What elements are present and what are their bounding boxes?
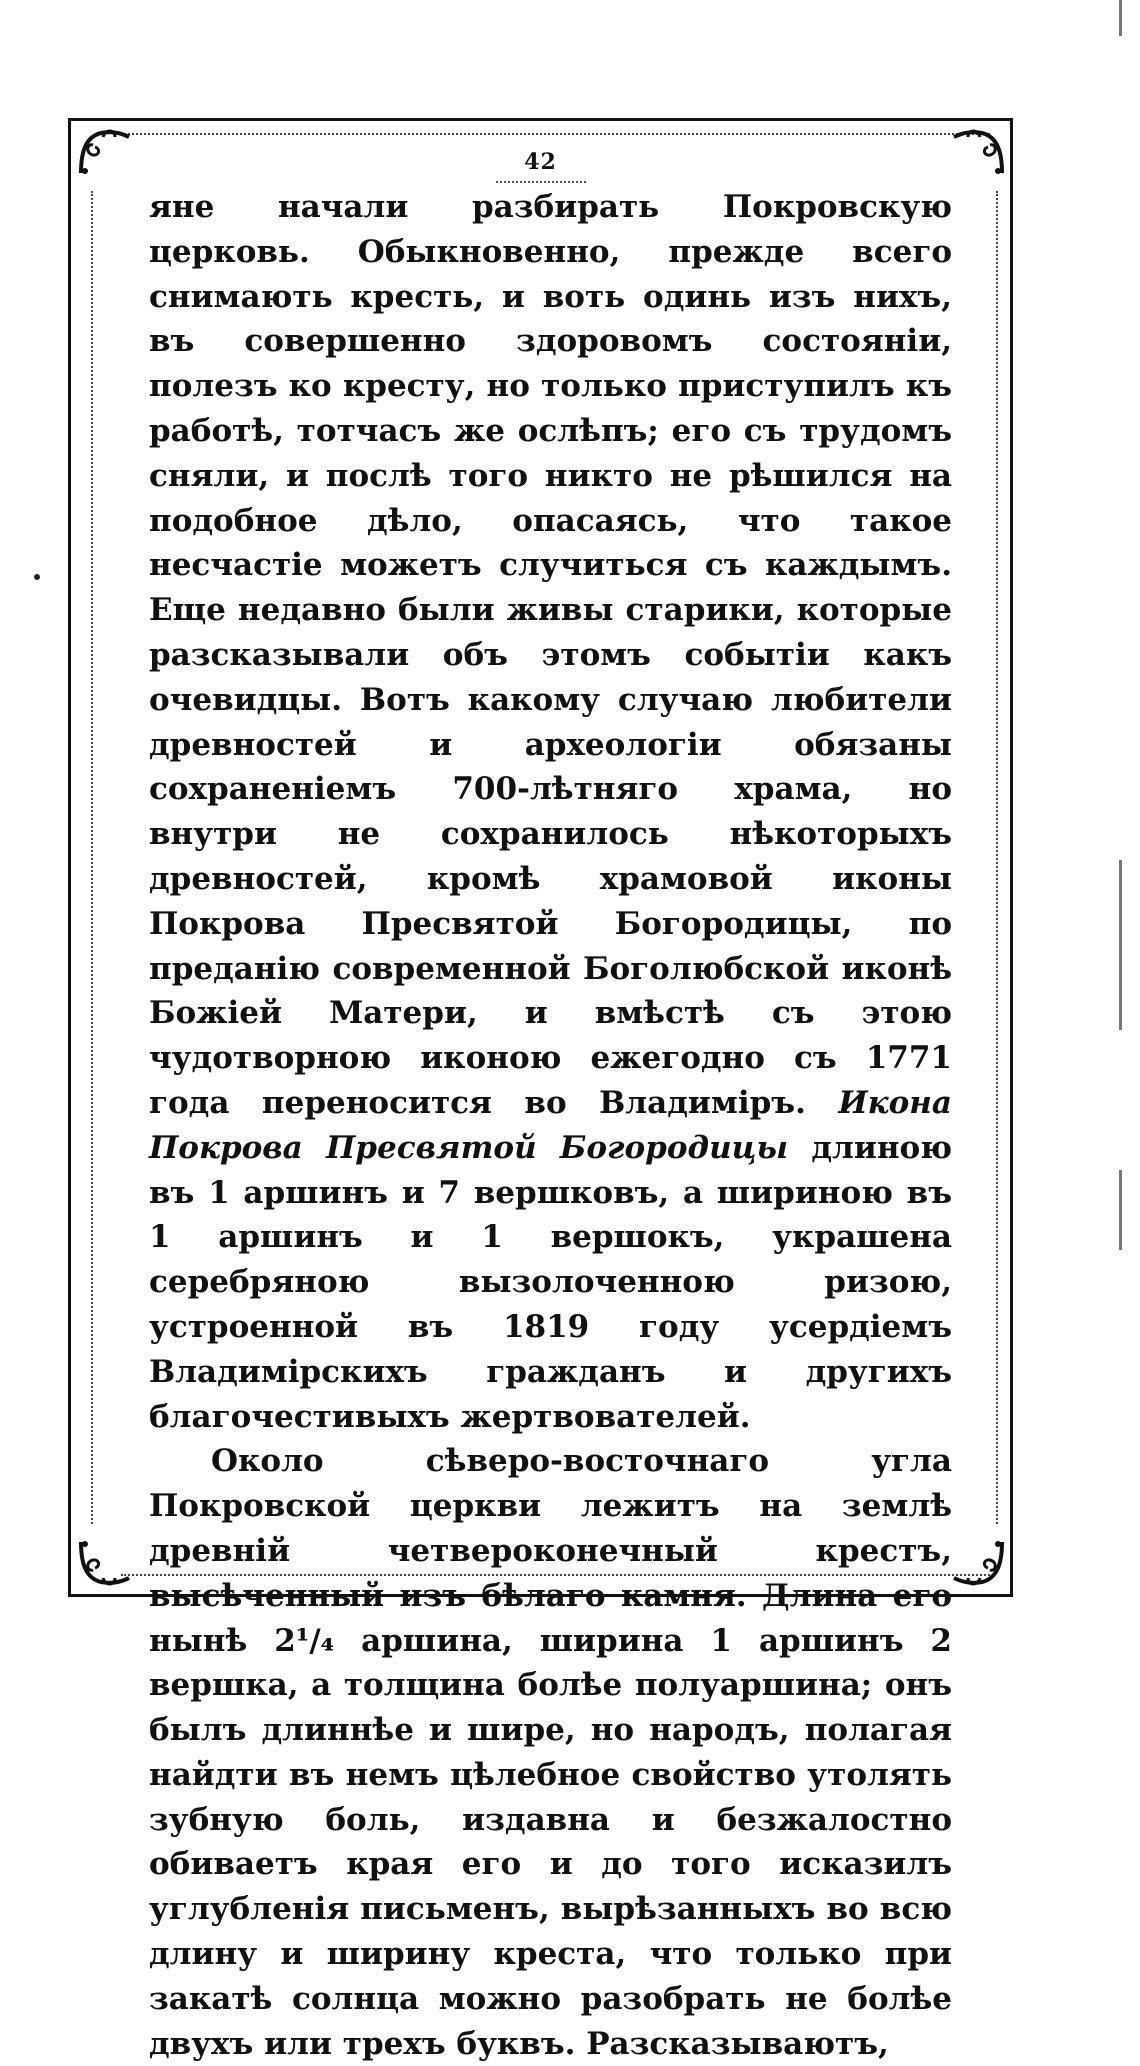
paragraph-1 <box>149 185 952 1439</box>
ornamental-scroll-icon <box>950 1534 1008 1592</box>
scan-edge-mark <box>1119 1170 1126 1250</box>
paragraph-1-continuation: длиною въ 1 аршинъ и 7 вершковъ, а шириною въ 1 аршинъ и 1 вершокъ, украшена серебряною вызолоченною ризою, устроенной въ 1819 году усердіемъ Владимірскихъ гражданъ и другихъ благочестивыхъ жертвователей. <box>149 1129 952 1435</box>
page-number-ornament <box>496 175 586 183</box>
scan-edge-mark <box>1119 860 1126 1030</box>
right-dotted-rule <box>996 191 998 1524</box>
scan-edge-mark <box>1119 0 1126 36</box>
icon-title-italic: Икона Покрова Пресвятой Богородицы <box>149 1084 952 1166</box>
body-text <box>149 185 952 2066</box>
paragraph-1-text: яне начали разбирать Покровскую церковь. Обыкновенно, прежде всего снимають кресть, и воть одинь изъ нихъ, въ совершенно здоровомъ состояніи, полезъ ко кресту, но только приступилъ къ работѣ, тотчасъ же ослѣпъ; его съ трудомъ сняли, и послѣ того никто не рѣшился на подобное дѣло, опасаясь, что такое несчастіе можетъ случиться съ каждымъ. Еще недавно были живы старики, которые разсказывали объ этомъ событіи какъ очевидцы. Вотъ какому случаю любители древностей и археологіи обязаны сохраненіемъ 700-лѣтняго храма, но внутри не сохранилось нѣкоторыхъ древностей, кромѣ храмовой иконы Покрова Пресвятой Богородицы, по преданію современной Боголюбской иконѣ Божіей Матери, и вмѣстѣ съ этою чудотворною иконою ежегодно съ 1771 года переносится во Владиміръ. <box>149 189 952 1121</box>
left-dotted-rule <box>91 191 93 1524</box>
page-number: 42 <box>524 149 557 175</box>
ornamental-scroll-icon <box>75 1534 133 1592</box>
paragraph-2: Около сѣверо-восточнаго угла Покровской церкви лежитъ на землѣ древній четвероконечный крестъ, высѣченный изъ бѣлаго камня. Длина его нынѣ 2¹/₄ аршина, ширина 1 аршинъ 2 вершка, а толщина болѣе полуаршина; онъ былъ длиннѣе и шире, но народъ, полагая найдти въ немъ цѣлебное свойство утолять зубную боль, издавна и безжалостно обиваетъ края его и до того исказилъ углубленія письменъ, вырѣзанныхъ во всю длину и ширину креста, что только при закатѣ солнца можно разобрать не болѣе двухъ или трехъ буквъ. Разсказываютъ, <box>149 1443 952 2062</box>
page-frame <box>68 118 1013 2062</box>
scan-speck <box>34 574 40 580</box>
